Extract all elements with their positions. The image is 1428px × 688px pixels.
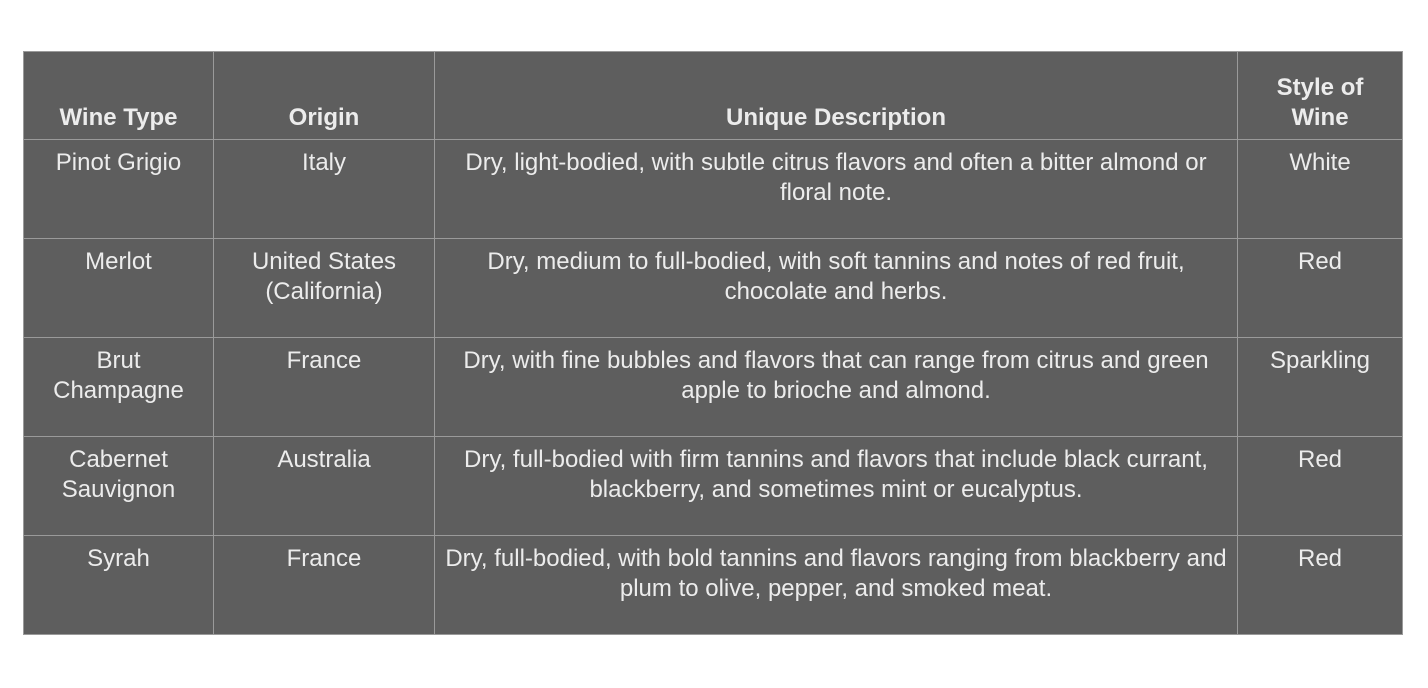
table-header-row xyxy=(24,52,1403,140)
cell-style: Red xyxy=(1238,239,1403,338)
table-row xyxy=(24,140,1403,239)
cell-description: Dry, full-bodied with firm tannins and flavors that include black currant, blackberry, and sometimes mint or eucalyptus. xyxy=(435,437,1238,536)
cell-origin: France xyxy=(214,536,435,635)
cell-style: White xyxy=(1238,140,1403,239)
cell-wine-type: Pinot Grigio xyxy=(24,140,214,239)
header-style-of-wine: Style of Wine xyxy=(1238,52,1403,140)
header-unique-description: Unique Description xyxy=(435,52,1238,140)
cell-style: Red xyxy=(1238,437,1403,536)
cell-origin: France xyxy=(214,338,435,437)
cell-description: Dry, with fine bubbles and flavors that can range from citrus and green apple to brioche and almond. xyxy=(435,338,1238,437)
wine-table-container xyxy=(23,51,1402,635)
cell-wine-type: Syrah xyxy=(24,536,214,635)
cell-style: Sparkling xyxy=(1238,338,1403,437)
cell-wine-type: Brut Champagne xyxy=(24,338,214,437)
cell-description: Dry, full-bodied, with bold tannins and flavors ranging from blackberry and plum to olive, pepper, and smoked meat. xyxy=(435,536,1238,635)
cell-wine-type: Merlot xyxy=(24,239,214,338)
cell-origin: Italy xyxy=(214,140,435,239)
cell-origin: United States (California) xyxy=(214,239,435,338)
table-row xyxy=(24,437,1403,536)
header-wine-type: Wine Type xyxy=(24,52,214,140)
table-row xyxy=(24,536,1403,635)
cell-description: Dry, light-bodied, with subtle citrus flavors and often a bitter almond or floral note. xyxy=(435,140,1238,239)
table-row xyxy=(24,338,1403,437)
wine-table xyxy=(23,51,1403,635)
cell-style: Red xyxy=(1238,536,1403,635)
cell-origin: Australia xyxy=(214,437,435,536)
header-origin: Origin xyxy=(214,52,435,140)
table-row xyxy=(24,239,1403,338)
cell-description: Dry, medium to full-bodied, with soft tannins and notes of red fruit, chocolate and herbs. xyxy=(435,239,1238,338)
cell-wine-type: Cabernet Sauvignon xyxy=(24,437,214,536)
